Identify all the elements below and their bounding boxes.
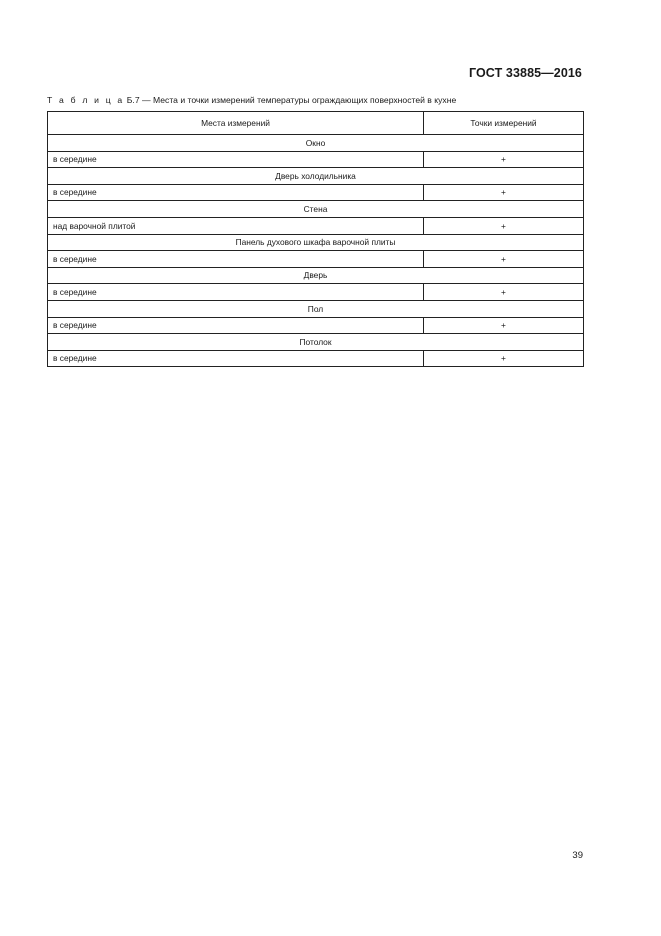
section-row: [48, 267, 584, 284]
measurement-mark: +: [424, 317, 584, 334]
table-row: [48, 251, 584, 268]
section-title: Окно: [48, 135, 584, 152]
table-row: [48, 317, 584, 334]
measurement-place: в середине: [48, 251, 424, 268]
measurement-mark: +: [424, 184, 584, 201]
measurement-mark: +: [424, 217, 584, 234]
section-title: Панель духового шкафа варочной плиты: [48, 234, 584, 251]
measurement-place: над варочной плитой: [48, 217, 424, 234]
section-title: Дверь холодильника: [48, 168, 584, 185]
caption-number: Б.7: [126, 95, 140, 105]
table-row: [48, 217, 584, 234]
column-header-points: Точки измерений: [424, 112, 584, 135]
table-header-row: [48, 112, 584, 135]
caption-title: — Места и точки измерений температуры ограждающих поверхностей в кухне: [142, 95, 457, 105]
section-title: Дверь: [48, 267, 584, 284]
table-row: [48, 284, 584, 301]
section-row: [48, 334, 584, 351]
column-header-places: Места измерений: [48, 112, 424, 135]
section-row: [48, 201, 584, 218]
page-number: 39: [572, 850, 583, 861]
section-row: [48, 300, 584, 317]
table-row: [48, 350, 584, 367]
section-title: Пол: [48, 300, 584, 317]
table-row: [48, 151, 584, 168]
measurement-mark: +: [424, 284, 584, 301]
measurement-mark: +: [424, 350, 584, 367]
caption-label: Т а б л и ц а: [47, 95, 125, 105]
measurement-mark: +: [424, 251, 584, 268]
measurement-table: [47, 111, 584, 367]
measurement-mark: +: [424, 151, 584, 168]
measurement-place: в середине: [48, 184, 424, 201]
measurement-place: в середине: [48, 317, 424, 334]
document-code: ГОСТ 33885—2016: [468, 66, 582, 80]
section-row: [48, 168, 584, 185]
section-row: [48, 135, 584, 152]
measurement-place: в середине: [48, 284, 424, 301]
measurement-place: в середине: [48, 151, 424, 168]
section-title: Потолок: [48, 334, 584, 351]
section-row: [48, 234, 584, 251]
measurement-place: в середине: [48, 350, 424, 367]
table-row: [48, 184, 584, 201]
section-title: Стена: [48, 201, 584, 218]
table-caption: [47, 95, 456, 105]
